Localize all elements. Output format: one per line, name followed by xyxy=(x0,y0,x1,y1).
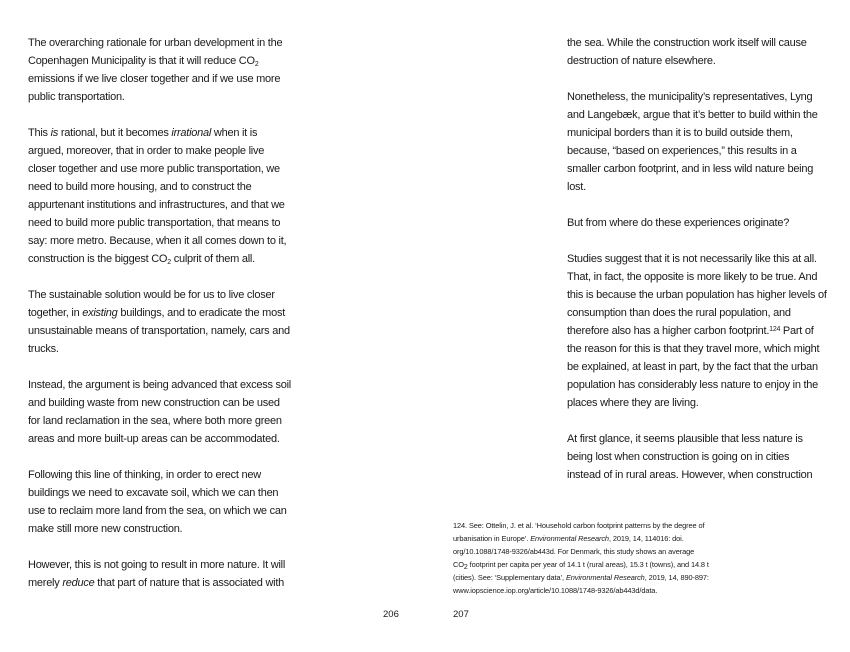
subscript: 2 xyxy=(254,61,259,68)
page-number-right: 207 xyxy=(453,609,469,620)
paragraph xyxy=(567,34,827,70)
text-line xyxy=(28,520,290,538)
subscript: 2 xyxy=(167,259,171,266)
text-segment: Copenhagen Municipality is that it will reduce CO xyxy=(28,55,255,67)
left-page-body xyxy=(28,34,290,610)
text-segment: The sustainable solution would be for us to live closer xyxy=(28,289,275,301)
text-line xyxy=(567,376,827,394)
text-line xyxy=(28,52,290,70)
text-segment: urbanisation in Europe’. xyxy=(453,534,531,543)
text-line xyxy=(567,448,827,466)
text-segment: argued, moreover, that in order to make people live xyxy=(28,145,265,157)
text-segment: need to build more housing, and to construct the xyxy=(28,181,252,193)
text-line xyxy=(28,232,290,250)
text-segment: trucks. xyxy=(28,343,59,355)
text-segment: instead of in rural areas. However, when construction xyxy=(567,469,813,481)
text-segment: that part of nature that is associated with xyxy=(94,577,285,589)
text-line xyxy=(28,466,290,484)
text-line xyxy=(453,545,733,558)
text-line xyxy=(567,322,827,340)
text-segment: org/10.1088/1748-9326/ab443d. For Denmark, this study shows an average xyxy=(453,547,695,556)
text-segment: However, this is not going to result in more nature. It will xyxy=(28,559,286,571)
text-line xyxy=(28,430,290,448)
text-segment: lost. xyxy=(567,181,586,193)
text-segment: therefore also has a higher carbon footprint. xyxy=(567,325,770,337)
text-segment: culprit of them all. xyxy=(170,253,255,265)
subscript: 2 xyxy=(463,564,468,571)
text-segment: places where they are living. xyxy=(567,397,699,409)
text-segment: closer together and use more public transportation, we xyxy=(28,163,280,175)
text-line xyxy=(28,556,290,574)
text-segment: 124. See: Ottelin, J. et al. ‘Household carbon footprint patterns by the degree of xyxy=(453,521,705,530)
text-line xyxy=(28,178,290,196)
text-line xyxy=(567,178,827,196)
text-line xyxy=(28,340,290,358)
paragraph xyxy=(28,286,290,358)
text-line xyxy=(28,142,290,160)
text-line xyxy=(28,286,290,304)
text-line xyxy=(567,286,827,304)
text-line xyxy=(567,106,827,124)
text-segment: That, in fact, the opposite is more likely to be true. And xyxy=(567,271,818,283)
text-segment: make still more new construction. xyxy=(28,523,183,535)
text-segment: areas and more built-up areas can be accommodated. xyxy=(28,433,280,445)
paragraph xyxy=(28,376,290,448)
paragraph xyxy=(567,214,827,232)
text-line xyxy=(567,430,827,448)
text-line xyxy=(28,214,290,232)
text-line xyxy=(567,340,827,358)
text-segment: need to build more public transportation, that means to xyxy=(28,217,281,229)
text-segment: , 2019, 14, 114016: doi. xyxy=(608,534,684,543)
text-segment: This xyxy=(28,127,51,139)
text-segment: and building waste from new construction can be used xyxy=(28,397,280,409)
text-segment: CO xyxy=(453,560,464,569)
text-segment: this is because the urban population has higher levels of xyxy=(567,289,827,301)
text-line xyxy=(453,519,733,532)
text-line xyxy=(28,394,290,412)
text-segment: reduce xyxy=(62,577,95,589)
text-line xyxy=(567,214,827,232)
text-line xyxy=(28,484,290,502)
text-segment: (cities). See: ‘Supplementary data’, xyxy=(453,573,566,582)
text-segment: buildings we need to excavate soil, which we can then xyxy=(28,487,279,499)
text-segment: Part of xyxy=(780,325,814,337)
text-segment: , 2019, 14, 890-897: xyxy=(644,573,709,582)
text-line xyxy=(28,88,290,106)
text-segment: construction is the biggest CO xyxy=(28,253,168,265)
text-segment: Environmental Research xyxy=(530,534,609,543)
text-line xyxy=(567,358,827,376)
text-line xyxy=(28,34,290,52)
text-line xyxy=(28,322,290,340)
text-line xyxy=(453,532,733,545)
text-segment: The overarching rationale for urban development in the xyxy=(28,37,283,49)
text-line xyxy=(28,574,290,592)
text-line xyxy=(567,52,827,70)
text-segment: be explained, at least in part, by the fact that the urban xyxy=(567,361,818,373)
text-segment: use to reclaim more land from the sea, on which we can xyxy=(28,505,287,517)
text-line xyxy=(567,160,827,178)
text-line xyxy=(567,394,827,412)
paragraph xyxy=(567,250,827,412)
paragraph xyxy=(28,34,290,106)
text-segment: population has considerably less nature to enjoy in the xyxy=(567,379,819,391)
text-segment: consumption than does the rural population, and xyxy=(567,307,791,319)
text-segment: smaller carbon footprint, and in less wild nature being xyxy=(567,163,814,175)
text-segment: www.iopscience.iop.org/article/10.1088/1748-9326/ab443d/data. xyxy=(453,586,658,595)
text-segment: buildings, and to eradicate the most xyxy=(117,307,286,319)
text-segment: is xyxy=(50,127,59,139)
paragraph xyxy=(567,88,827,196)
text-segment: unsustainable means of transportation, namely, cars and xyxy=(28,325,290,337)
text-segment: destruction of nature elsewhere. xyxy=(567,55,716,67)
text-line xyxy=(567,466,827,484)
text-segment: rational, but it becomes xyxy=(58,127,172,139)
text-line xyxy=(567,124,827,142)
text-line xyxy=(453,584,733,597)
text-segment: the sea. While the construction work itself will cause xyxy=(567,37,807,49)
text-line xyxy=(567,268,827,286)
text-line xyxy=(567,304,827,322)
text-segment: Instead, the argument is being advanced that excess soil xyxy=(28,379,292,391)
text-line xyxy=(28,160,290,178)
text-segment: say: more metro. Because, when it all comes down to it, xyxy=(28,235,287,247)
text-segment: for land reclamation in the sea, where both more green xyxy=(28,415,282,427)
paragraph xyxy=(28,466,290,538)
text-segment: But from where do these experiences originate? xyxy=(567,217,790,229)
text-line xyxy=(453,571,733,584)
paragraph xyxy=(28,124,290,268)
text-line xyxy=(567,88,827,106)
text-segment: when it is xyxy=(211,127,258,139)
text-line xyxy=(28,502,290,520)
text-segment: irrational xyxy=(171,127,212,139)
text-line xyxy=(28,124,290,142)
text-segment: appurtenant institutions and infrastructures, and that we xyxy=(28,199,285,211)
right-page-body xyxy=(567,34,827,502)
footnote-ref: 124 xyxy=(769,326,781,333)
text-segment: Studies suggest that it is not necessarily like this at all. xyxy=(567,253,817,265)
text-segment: municipal borders than it is to build outside them, xyxy=(567,127,793,139)
paragraph xyxy=(28,556,290,592)
text-segment: together, in xyxy=(28,307,83,319)
text-segment: Environmental Research xyxy=(565,573,645,582)
text-line xyxy=(28,412,290,430)
footnote-124 xyxy=(453,519,733,597)
text-line xyxy=(567,34,827,52)
text-segment: existing xyxy=(82,307,118,319)
text-segment: being lost when construction is going on in cities xyxy=(567,451,790,463)
text-line xyxy=(567,250,827,268)
text-line xyxy=(28,196,290,214)
text-line xyxy=(453,558,733,571)
text-segment: At first glance, it seems plausible that less nature is xyxy=(567,433,803,445)
paragraph xyxy=(567,430,827,484)
text-line xyxy=(28,70,290,88)
text-segment: public transportation. xyxy=(28,91,125,103)
text-segment: emissions if we live closer together and if we use more xyxy=(28,73,281,85)
text-segment: Following this line of thinking, in order to erect new xyxy=(28,469,261,481)
text-segment: footprint per capita per year of 14.1 t (rural areas), 15.3 t (towns), and 14.8 t xyxy=(467,560,709,569)
text-line xyxy=(28,376,290,394)
text-segment: the reason for this is that they travel more, which might xyxy=(567,343,820,355)
text-segment: Nonetheless, the municipality’s representatives, Lyng xyxy=(567,91,813,103)
text-segment: merely xyxy=(28,577,63,589)
page-number-left: 206 xyxy=(383,609,399,620)
text-segment: because, “based on experiences,” this results in a xyxy=(567,145,797,157)
text-line xyxy=(28,304,290,322)
text-line xyxy=(567,142,827,160)
text-line xyxy=(28,250,290,268)
text-segment: and Langebæk, argue that it’s better to build within the xyxy=(567,109,818,121)
